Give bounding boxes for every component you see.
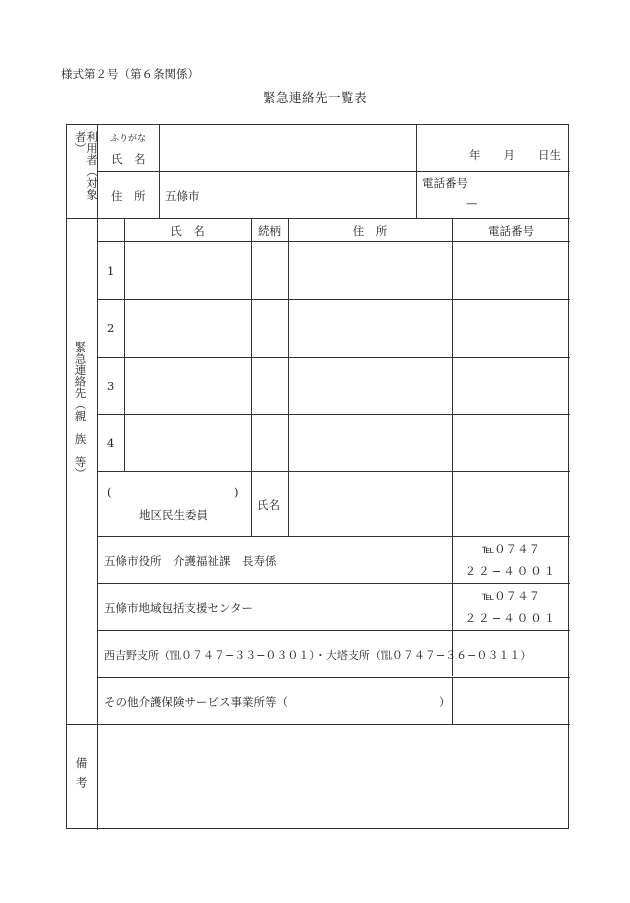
grid-line xyxy=(452,218,453,676)
row-number: 4 xyxy=(107,436,115,450)
remarks-label: 備考 xyxy=(74,757,89,796)
form-number: 様式第２号（第６条関係） xyxy=(61,67,199,81)
column-header-relation: 続柄 xyxy=(258,224,281,238)
grid-line xyxy=(452,677,453,724)
office-phone: ２２−４００１ xyxy=(464,611,558,625)
row-number: 1 xyxy=(107,264,115,278)
grid-line xyxy=(159,125,160,218)
grid-line xyxy=(97,677,570,678)
grid-line xyxy=(288,218,289,536)
grid-line xyxy=(416,125,417,218)
branch-offices: 西吉野支所（℡０７４７−３３−０３０１）・大塔支所（℡０７４７−３６−０３１１） xyxy=(104,649,532,662)
row-number: 3 xyxy=(107,379,115,393)
user-address-value: 五條市 xyxy=(165,189,200,203)
grid-line xyxy=(97,630,570,631)
office-name: 五條市地域包括支援センター xyxy=(104,601,254,615)
office-name: 五條市役所 介護福祉課 長寿係 xyxy=(104,554,277,568)
contacts-side-label: 緊急連絡先（親 族 等） xyxy=(73,341,88,479)
column-header-name: 氏 名 xyxy=(170,224,205,238)
grid-line xyxy=(97,414,570,415)
grid-line xyxy=(97,583,570,584)
birthdate-label: 年 月 日生 xyxy=(469,148,561,162)
commissioner-label: 地区民生委員 xyxy=(139,508,208,522)
user-address-label: 住 所 xyxy=(111,189,146,203)
grid-line xyxy=(97,536,570,537)
furigana-label: ふりがな xyxy=(110,134,147,144)
row-number: 2 xyxy=(107,321,115,335)
grid-line xyxy=(97,299,570,300)
grid-line xyxy=(97,241,570,242)
grid-line xyxy=(97,171,570,172)
commissioner-paren-close: ) xyxy=(234,485,239,499)
user-name-label: 氏 名 xyxy=(111,152,146,166)
column-header-phone: 電話番号 xyxy=(488,224,534,238)
grid-line xyxy=(97,471,570,472)
grid-line xyxy=(251,218,252,536)
commissioner-paren-open: ( xyxy=(107,485,112,499)
column-header-address: 住 所 xyxy=(352,224,388,238)
grid-line xyxy=(67,724,570,725)
grid-line xyxy=(124,218,125,471)
user-phone-label: 電話番号 xyxy=(422,176,468,190)
user-phone-dash: — xyxy=(466,196,478,210)
office-phone: ℡０７４７ xyxy=(481,589,541,603)
other-service-label: その他介護保険サービス事業所等（ xyxy=(104,695,288,709)
grid-line xyxy=(67,218,570,219)
form-table xyxy=(66,124,569,829)
office-phone: ２２−４００１ xyxy=(464,564,558,578)
grid-line xyxy=(97,357,570,358)
office-phone: ℡０７４７ xyxy=(481,542,541,556)
user-side-label: 利用者（対象者） xyxy=(73,131,99,200)
document-title: 緊急連絡先一覧表 xyxy=(262,90,367,105)
commissioner-name-label: 氏名 xyxy=(257,498,280,512)
other-service-close: ） xyxy=(439,695,451,709)
